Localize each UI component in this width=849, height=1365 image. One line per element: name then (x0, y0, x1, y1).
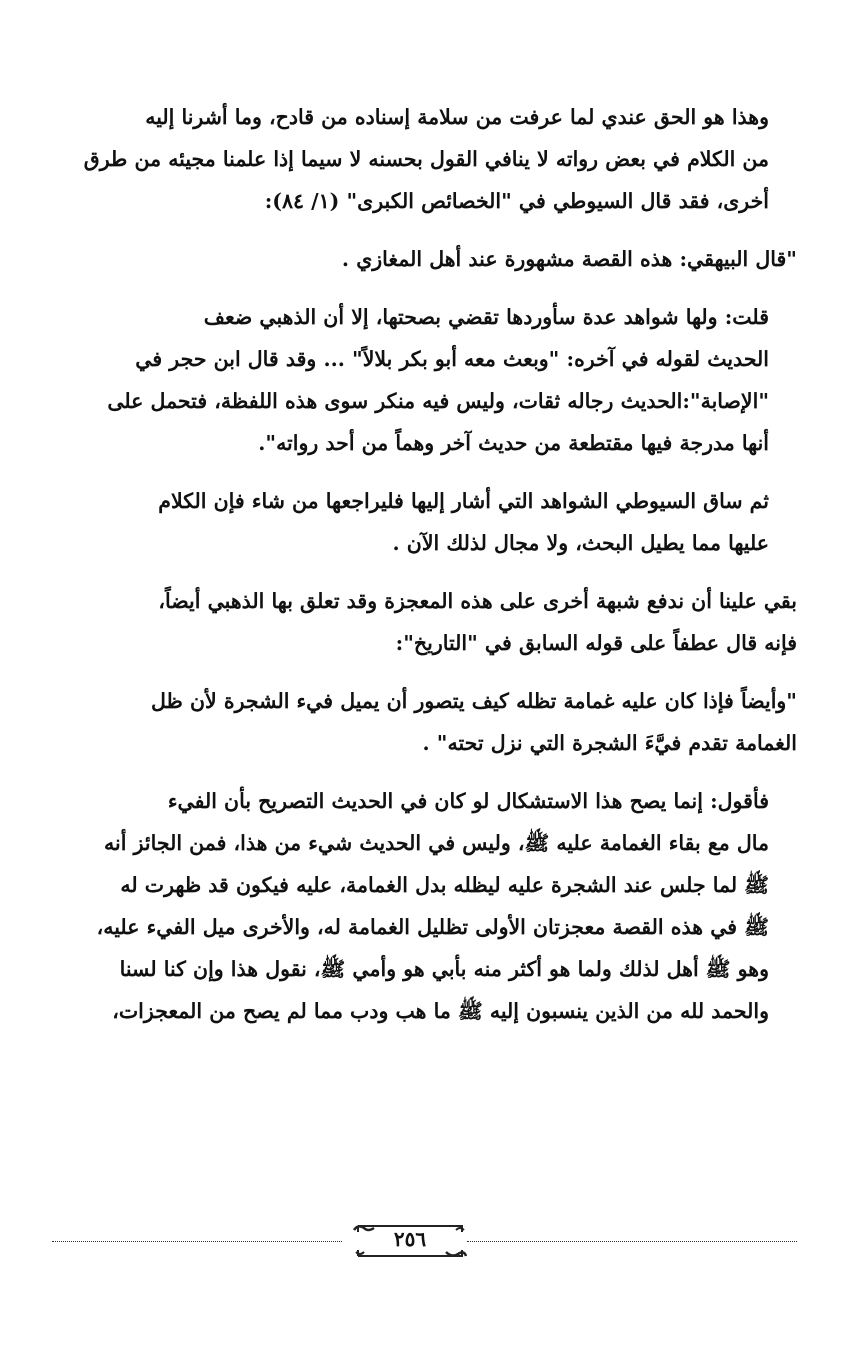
text-line: قلت: ولها شواهد عدة سأوردها تقضي بصحتها، إلا أن الذهبي ضعف (203, 305, 769, 329)
footer-rule-right (467, 1241, 797, 1242)
text-line: "وأيضاً فإذا كان عليه غمامة تظله كيف يتصور أن يميل فيء الشجرة لأن ظل (151, 689, 797, 713)
page-footer (52, 1222, 797, 1262)
paragraph (52, 480, 797, 564)
paragraph (52, 580, 797, 664)
paragraph (52, 96, 797, 222)
text-line: وهو ﷺ أهل لذلك ولما هو أكثر منه بأبي هو وأمي ﷺ، نقول هذا وإن كنا لسنا (119, 957, 769, 981)
text-line: عليها مما يطيل البحث، ولا مجال لذلك الآن . (392, 531, 769, 555)
paragraph (52, 238, 797, 280)
page-number-ornament (352, 1222, 468, 1260)
page-number: ٢٥٦ (393, 1227, 427, 1251)
page-body (52, 96, 797, 1048)
text-line: ثم ساق السيوطي الشواهد التي أشار إليها فليراجعها من شاء فإن الكلام (158, 489, 769, 513)
text-line: فأقول: إنما يصح هذا الاستشكال لو كان في الحديث التصريح بأن الفيء (167, 789, 769, 813)
paragraph (52, 780, 797, 1032)
text-line: ﷺ لما جلس عند الشجرة عليه ليظله بدل الغمامة، عليه فيكون قد ظهرت له (120, 873, 769, 897)
paragraph (52, 680, 797, 764)
text-line: أنها مدرجة فيها مقتطعة من حديث آخر وهماً من أحد رواته". (258, 431, 769, 455)
text-line: والحمد لله من الذين ينسبون إليه ﷺ ما هب ودب مما لم يصح من المعجزات، (112, 999, 769, 1023)
paragraph (52, 296, 797, 464)
text-line: وهذا هو الحق عندي لما عرفت من سلامة إسناده من قادح، وما أشرنا إليه (145, 105, 769, 129)
text-line: من الكلام في بعض رواته لا ينافي القول بحسنه لا سيما إذا علمنا مجيئه من طرق (83, 147, 769, 171)
text-line: فإنه قال عطفاً على قوله السابق في "التاريخ": (395, 631, 797, 655)
text-line: مال مع بقاء الغمامة عليه ﷺ، وليس في الحديث شيء من هذا، فمن الجائز أنه (104, 831, 769, 855)
text-line: "الإصابة":الحديث رجاله ثقات، وليس فيه منكر سوى هذه اللفظة، فتحمل على (107, 389, 769, 413)
footer-rule-left (52, 1241, 342, 1242)
text-line: "قال البيهقي: هذه القصة مشهورة عند أهل المغازي . (341, 247, 797, 271)
text-line: الغمامة تقدم فيَّءَ الشجرة التي نزل تحته" . (422, 731, 797, 755)
text-line: بقي علينا أن ندفع شبهة أخرى على هذه المعجزة وقد تعلق بها الذهبي أيضاً، (158, 589, 797, 613)
text-line: ﷺ في هذه القصة معجزتان الأولى تظليل الغمامة له، والأخرى ميل الفيء عليه، (96, 915, 769, 939)
text-line: الحديث لقوله في آخره: "وبعث معه أبو بكر بلالاً" ... وقد قال ابن حجر في (135, 347, 769, 371)
text-line: أخرى، فقد قال السيوطي في "الخصائص الكبرى" (١/ ٨٤): (264, 189, 769, 213)
